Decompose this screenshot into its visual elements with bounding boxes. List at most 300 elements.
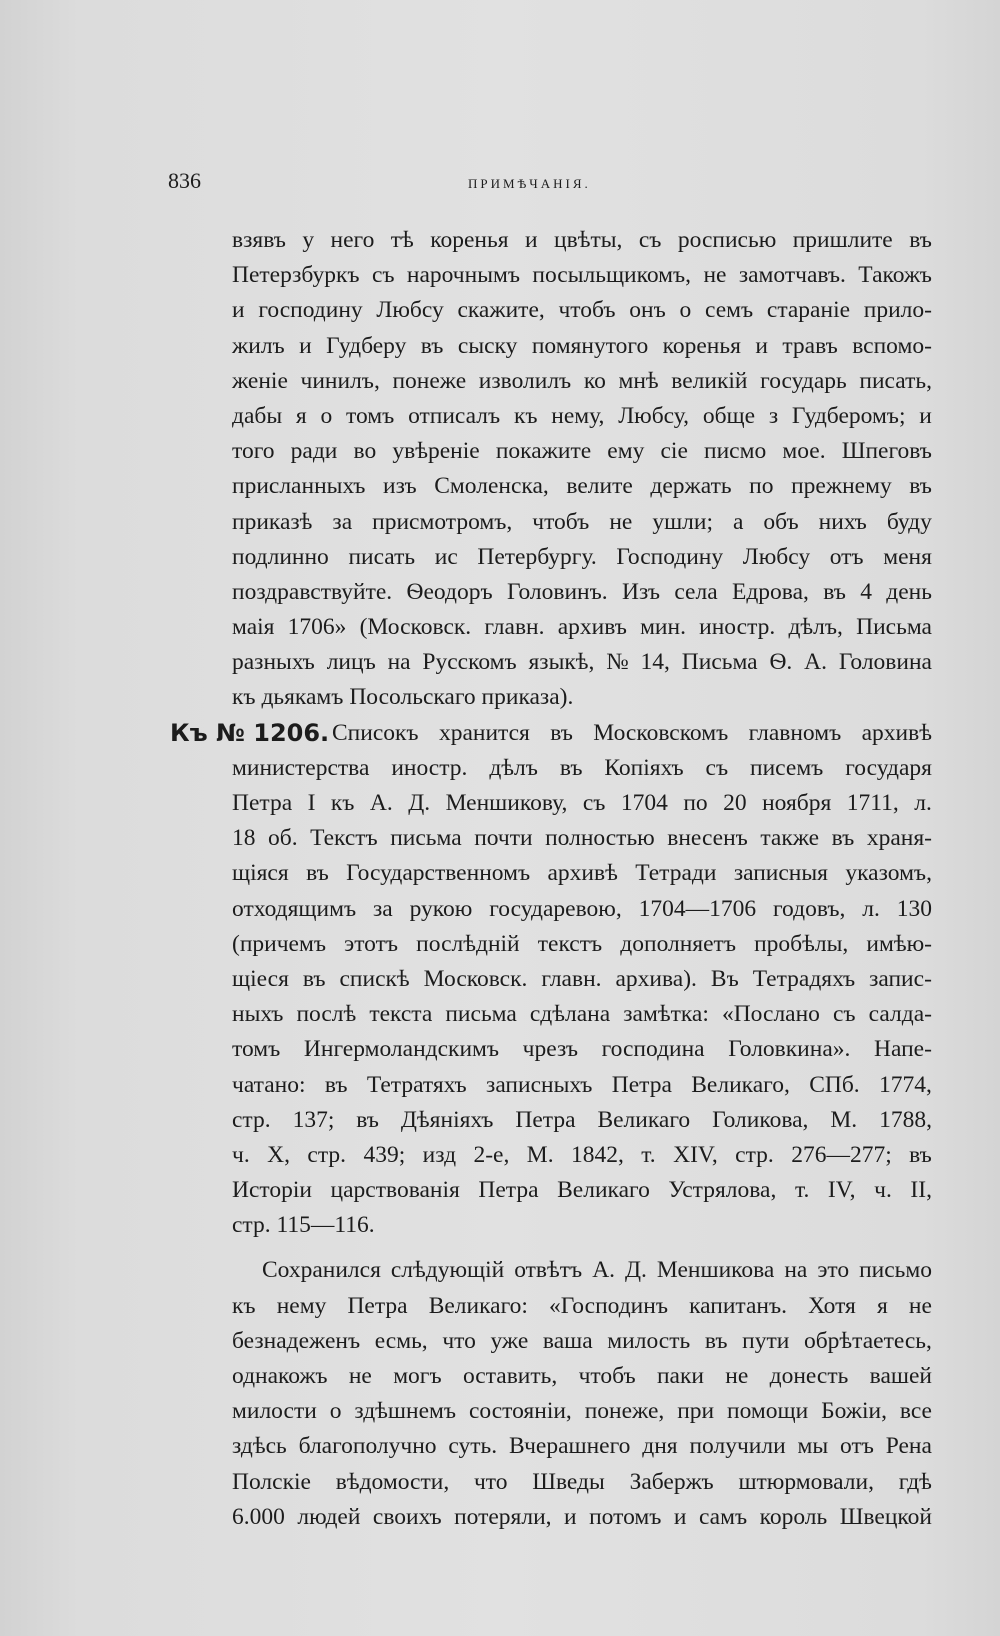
word: также [760,825,820,852]
text-line [232,1429,932,1464]
word: приказѣ [232,508,313,535]
text-line [232,962,932,997]
word: Меншикова [656,1257,775,1284]
word: въ [823,578,846,605]
word: съ [582,790,606,816]
word: ныхъ [232,1001,284,1028]
word: о [679,297,692,324]
word: ис [434,543,458,570]
word: хранится [438,719,530,746]
word: получили [689,1433,786,1460]
word: чтобъ [532,508,590,535]
word: коренья [430,227,509,253]
word: въ [324,1071,348,1098]
text-line [232,1394,932,1429]
word: и [755,332,768,359]
note-number: Къ № 1206. [170,718,330,747]
word: письма [390,825,462,852]
paragraph-gap [232,1243,932,1253]
word: главн. [484,614,545,641]
word: Напе- [874,1036,932,1063]
text-line [232,751,932,786]
word: людей [297,1503,361,1530]
word: Петра [347,1292,408,1319]
word: годовъ, [772,895,846,922]
word: архивѣ [861,719,932,746]
word: писемъ [750,754,824,781]
word: чтобъ [558,297,616,324]
word: Петербургу. [477,543,597,570]
word: велите [566,473,633,500]
word: прило- [863,297,932,324]
word: дѣлъ, [788,614,843,641]
word: внесенъ [667,825,748,852]
word: и [299,332,312,359]
paragraph-3-continued [232,1289,932,1535]
word: Хотя [808,1292,856,1319]
page-number: 836 [168,168,201,193]
word: Любсу, [618,402,690,429]
word: IV, [827,1177,856,1204]
word: государь [760,367,847,394]
word: послѣдній [416,930,520,957]
word: Московскомъ [593,719,729,746]
word: донесть [769,1363,849,1389]
word: отвѣтъ [514,1257,583,1284]
word: томъ [232,1036,281,1063]
word: чтобъ [578,1363,636,1389]
word: этотъ [344,930,399,957]
word: иностр. [391,754,468,781]
word: и [673,1503,687,1530]
word: Забержъ [629,1468,714,1495]
text-line [232,1068,932,1103]
word: Петра [232,790,293,816]
word: письмо [859,1257,932,1284]
word: великій [671,367,748,394]
word: прежнему [791,473,892,500]
word: о [329,1398,342,1425]
text-line [232,223,932,258]
note-heading-text [332,716,932,751]
word: изъ [383,473,417,500]
word: не [725,1363,749,1389]
word: ушли; [652,508,713,535]
word: нихъ [818,508,867,535]
word: (Московск. [359,614,472,641]
word: иностр. [699,614,776,641]
word: государевою, [489,895,622,922]
word: имѣю- [866,930,932,957]
word: томъ [346,402,395,429]
word: 1788, [879,1106,932,1133]
word: замѣтка: [623,1001,709,1028]
text-line [232,1500,932,1535]
word: Петра [478,1177,539,1204]
text-line [232,856,932,891]
text-line [232,540,932,575]
text-line [232,1465,932,1500]
text-line [232,505,932,540]
text-line: стр. 115—116. [232,1212,375,1239]
word: однакожъ [232,1363,328,1389]
text-line [232,1173,932,1208]
word: отписалъ [408,402,501,429]
text-line [232,364,932,399]
word: № [606,649,629,676]
word: Русскомъ [422,649,517,676]
text-line [232,293,932,328]
word: съ [833,1001,856,1028]
word: самъ [698,1503,748,1530]
word: нарочнымъ [406,262,521,289]
word: 14, [640,649,670,676]
word: отъ [840,1433,874,1460]
word: мнѣ [618,367,659,394]
word: «Послано [721,1001,820,1028]
word: сыску [457,332,518,359]
word: письма [445,1001,517,1028]
text-line [232,1359,932,1394]
word: Петерзбуркъ [232,262,360,289]
word: подлинно [232,543,329,570]
word: з [768,402,779,429]
word: онъ [629,297,666,324]
text-line [232,610,932,645]
text-line [232,1324,932,1359]
word: Вчерашнего [508,1433,631,1460]
word: въ [559,754,583,781]
word: меня [883,543,932,570]
word: день [886,578,932,605]
word: состояніи, [468,1398,572,1425]
word: своихъ [372,1503,442,1530]
text-line [232,329,932,364]
word: Шведы [532,1468,605,1495]
word: замотчавъ. [738,262,846,289]
text-line [232,399,932,434]
word: А. [369,790,393,816]
word: оставить, [462,1363,558,1389]
word: Д. [408,790,431,816]
word: Государственномъ [346,860,531,887]
word: къ [513,402,538,429]
word: Головкина». [728,1036,851,1063]
word: 439; [363,1141,406,1168]
word: нему, [551,402,605,429]
word: «Господинъ [549,1292,668,1319]
word: Петра [611,1071,672,1098]
word: въ [302,965,326,992]
word: въ [306,860,329,887]
word: 1774, [879,1071,932,1098]
word: текстъ [537,930,603,957]
word: пришлите [792,227,893,253]
word: потеряли, [454,1503,552,1530]
word: росписью [677,227,777,253]
word: суть. [448,1433,498,1460]
word: за [332,508,353,535]
word: сіе [660,438,688,465]
word: мин. [640,614,686,641]
word: мы [797,1433,829,1460]
word: все [899,1398,932,1425]
word: не [908,1292,932,1319]
word: здѣсь [232,1433,287,1460]
word: I [307,790,316,816]
word: М. [526,1141,554,1168]
word: отъ [829,543,864,570]
word: архивѣ [547,860,618,887]
word: въ [909,473,932,500]
text-line [232,821,932,856]
word: 20 [723,790,747,816]
word: король [759,1503,828,1530]
word: Списокъ [332,719,419,746]
word: господина [601,1036,705,1063]
word: текста [369,1001,433,1028]
word: Великаго [557,1177,650,1204]
word: Ингермоландскимъ [303,1036,500,1063]
word: дня [642,1433,678,1460]
word: не [348,1363,372,1389]
word: Д. [625,1257,647,1284]
word: дабы [232,402,283,429]
word: понеже, [584,1398,665,1425]
word: женіе [232,367,288,394]
word: чатано: [232,1071,306,1098]
word: 1704 [620,790,668,816]
word: вспомо- [852,332,932,359]
word: л. [914,790,932,816]
word: что [473,1468,508,1495]
word: Исторіи [232,1177,312,1204]
word: него [330,227,375,253]
text-line [232,1289,932,1324]
word: 6.000 [232,1503,285,1530]
word: Тетратяхъ [366,1071,467,1098]
word: въ [831,825,855,852]
word: 18 [232,825,256,852]
word: т. [794,1177,810,1204]
word: рукою [409,895,473,922]
text-line: къ дьякамъ Посольскаго приказа). [232,684,574,711]
word: чинилъ, [300,367,380,394]
word: села [674,578,718,605]
word: главн. [541,965,602,992]
word: въ [356,1106,379,1133]
word: писать [348,543,416,570]
word: Тетрадяхъ [752,965,856,992]
word: помощи [727,1398,809,1425]
word: за [373,895,393,922]
word: II, [910,1177,932,1204]
word: объ [763,508,799,535]
word: въ [909,227,932,253]
word: нему [276,1292,327,1319]
word: царствованія [330,1177,460,1204]
word: дѣлъ [489,754,538,781]
word: цвѣты, [554,227,623,253]
word: сдѣлана [529,1001,611,1028]
word: присмотромъ, [372,508,513,535]
word: Любсу [376,297,444,324]
word: штюрмовали, [738,1468,874,1495]
word: запис- [869,965,932,992]
word: 1704—1706 [638,895,757,922]
word: по [749,473,774,500]
word: спискѣ [339,965,410,992]
word: разныхъ [232,649,315,676]
word: съ [371,262,395,289]
word: 1842, [571,1141,624,1168]
word: т. [641,1141,656,1168]
word: капитанъ. [689,1292,788,1319]
word: ч. [874,1177,892,1204]
word: взявъ [232,227,286,253]
word: ему [607,438,645,465]
word: послѣ [296,1001,357,1028]
text-line [232,1138,932,1173]
word: буду [886,508,932,535]
word: обрѣтаетесь, [803,1327,932,1354]
word: Смоленска, [434,473,549,500]
word: 137; [292,1106,335,1133]
word: 1706» [287,614,347,641]
word: М. [830,1106,858,1133]
word: отходящимъ [232,895,357,922]
word: ч. [232,1141,250,1168]
word: записныя [733,860,828,887]
word: писмо [704,438,767,465]
word: Швецкой [839,1503,932,1530]
word: не [703,262,727,289]
text-line [232,645,932,680]
word: во [353,438,377,465]
word: благополучно [298,1433,437,1460]
word: въ [704,1327,728,1354]
text-line [232,1103,932,1138]
word: языкѣ, [528,649,595,676]
word: главномъ [748,719,842,746]
word: 1711, [846,790,899,816]
word: помянутого [531,332,649,359]
word: Божіи, [821,1398,887,1425]
word: скажите, [457,297,545,324]
word: ваша [542,1327,593,1354]
word: поздравствуйте. [232,578,393,605]
word: и [919,402,932,429]
word: держать [650,473,732,500]
word: жилъ [232,332,285,359]
word: Въ [710,965,739,992]
word: изд [422,1141,457,1168]
word: XIV, [673,1141,718,1168]
text-line [232,258,932,293]
word: на [387,649,411,676]
word: безнадеженъ [232,1327,361,1354]
word: здѣшнемъ [354,1398,457,1425]
text-line [232,997,932,1032]
word: посыльщикомъ, [532,262,692,289]
word: къ [330,790,355,816]
word: пробѣлы, [754,930,849,957]
word: Меншикову, [445,790,568,816]
word: щіеся [232,965,289,992]
word: архива). [615,965,697,992]
word: это [817,1257,850,1284]
word: Ѳеодоръ [406,578,493,605]
word: Господину [616,543,724,570]
paragraph-3 [232,1253,932,1288]
body-text [170,223,932,1535]
word: покажите [495,438,592,465]
word: стараніе [766,297,851,324]
word: травъ [782,332,838,359]
word: СПб. [809,1071,860,1098]
word: Великаго: [428,1292,528,1319]
text-line [232,927,932,962]
text-line [232,892,932,927]
word: ноября [762,790,832,816]
word: стр. [735,1141,774,1168]
text-line [232,469,932,504]
word: лицъ [326,649,376,676]
word: на [784,1257,808,1284]
word: дополняетъ [620,930,736,957]
word: стр. [232,1106,271,1133]
word: щіяся [232,860,289,887]
word: съ [705,754,729,781]
word: вашей [869,1363,932,1389]
word: почти [474,825,533,852]
word: паки [656,1363,704,1389]
word: милости [232,1398,317,1425]
word: А. [804,649,828,676]
word: стр. [307,1141,347,1168]
word: Текстъ [310,825,378,852]
word: коренья [662,332,741,359]
word: Ѳ. [769,649,793,676]
text-line [232,575,932,610]
text-line [232,1032,932,1067]
word: въ [420,332,444,359]
word: того [232,438,275,465]
word: о [320,402,333,429]
word: полностью [545,825,655,852]
word: чрезъ [522,1036,578,1063]
word: Шпеговъ [841,438,932,465]
note-heading-line [170,716,932,751]
word: министерства [232,754,370,781]
word: при [677,1398,715,1425]
word: государя [845,754,932,781]
word: X, [267,1141,290,1168]
text-line [232,786,932,821]
word: Рена [885,1433,932,1460]
word: Голикова, [712,1106,809,1133]
word: 276—277; [791,1141,892,1168]
word: салда- [868,1001,932,1028]
word: Едрова, [731,578,809,605]
word: Любсу [742,543,811,570]
word: 130 [896,895,932,922]
word: 2-е, [473,1141,510,1168]
word: потомъ [589,1503,662,1530]
word: мое. [782,438,826,465]
word: Гудберомъ; [791,402,906,429]
word: записныхъ [486,1071,593,1098]
